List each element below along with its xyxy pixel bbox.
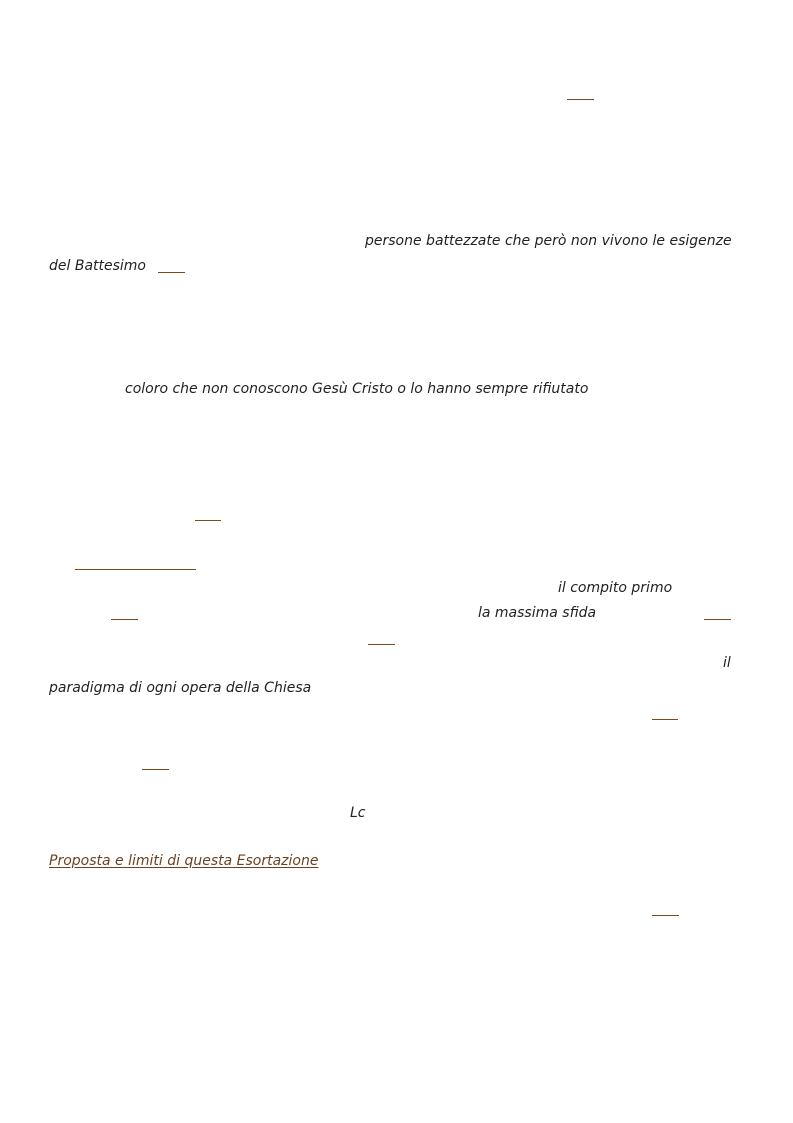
italic-phrase-massima-sfida: la massima sfida bbox=[478, 605, 597, 621]
italic-phrase-persone-battezzate: persone battezzate che però non vivono le esigenze bbox=[365, 233, 732, 249]
link-underline-segment[interactable] bbox=[75, 569, 196, 570]
footnote-marker[interactable] bbox=[142, 769, 169, 770]
footnote-marker[interactable] bbox=[195, 520, 221, 521]
italic-phrase-compito-primo: il compito primo bbox=[558, 580, 673, 596]
italic-abbreviation-lc: Lc bbox=[350, 805, 366, 821]
footnote-marker[interactable] bbox=[158, 272, 185, 273]
footnote-marker[interactable] bbox=[567, 99, 594, 100]
footnote-marker[interactable] bbox=[704, 619, 731, 620]
italic-phrase-il: il bbox=[723, 655, 731, 671]
footnote-marker[interactable] bbox=[652, 719, 678, 720]
section-link-proposta-e-limiti[interactable]: Proposta e limiti di questa Esortazione bbox=[49, 853, 319, 869]
footnote-marker[interactable] bbox=[111, 619, 138, 620]
italic-phrase-paradigma: paradigma di ogni opera della Chiesa bbox=[49, 680, 312, 696]
italic-phrase-del-battesimo: del Battesimo bbox=[49, 258, 147, 274]
footnote-marker[interactable] bbox=[652, 915, 679, 916]
italic-phrase-coloro: coloro che non conoscono Gesù Cristo o lo hanno sempre rifiutato bbox=[125, 381, 589, 397]
footnote-marker[interactable] bbox=[368, 644, 395, 645]
